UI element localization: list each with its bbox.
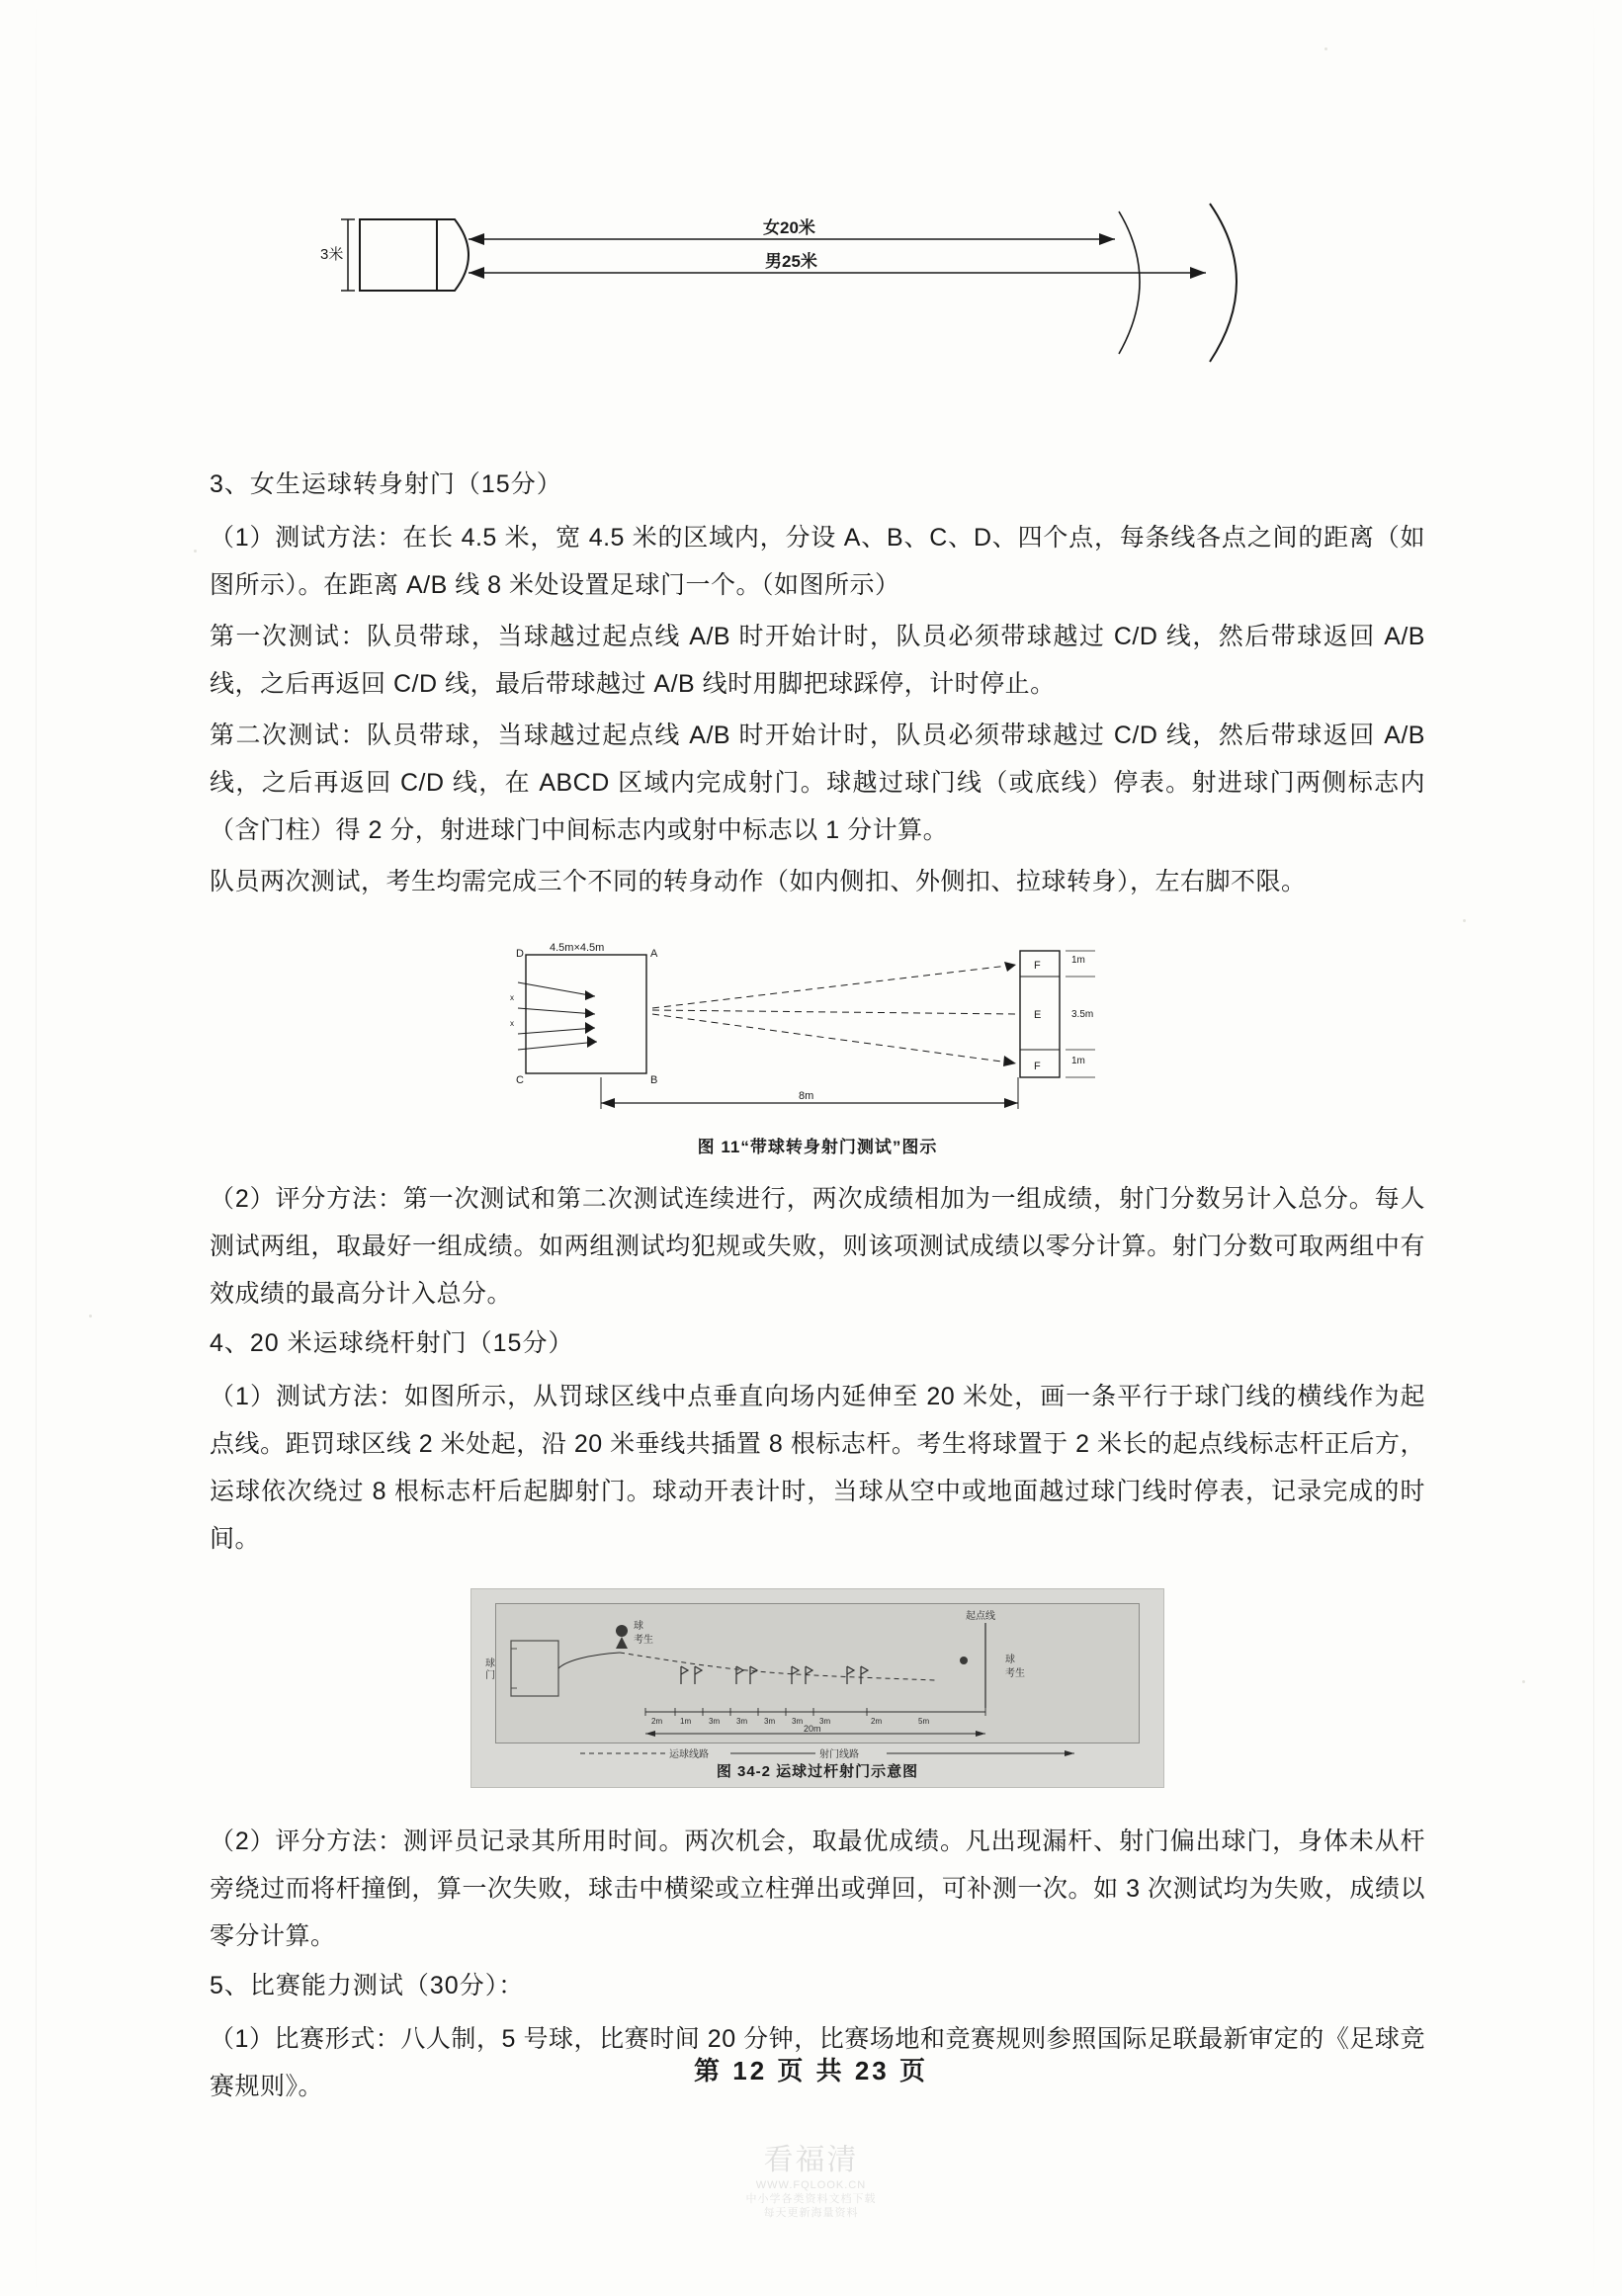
section-5 xyxy=(210,1966,1425,2110)
svg-text:F: F xyxy=(1034,960,1041,972)
section-3-paragraph-2: 第一次测试：队员带球，当球越过起点线 A/B 时开始计时，队员必须带球越过 C/D 线，然后带球返回 A/B 线，之后再返回 C/D 线，最后带球越过 A/B 线时用脚把球踩停，计时停止。 xyxy=(210,623,1425,698)
svg-text:2m: 2m xyxy=(871,1717,883,1726)
svg-text:5m: 5m xyxy=(918,1717,930,1726)
page-left-edge xyxy=(36,0,37,2296)
svg-text:x: x xyxy=(510,1019,514,1028)
svg-text:1m: 1m xyxy=(1071,1056,1085,1066)
svg-text:起点线: 起点线 xyxy=(966,1611,995,1622)
section-4-scoring-paragraph: （2）评分方法：测评员记录其所用时间。两次机会，取最优成绩。凡出现漏杆、射门偏出球门，身体未从杆旁绕过而将杆撞倒，算一次失败，球击中横梁或立柱弹出或弹回，可补测一次。如 3 次测试均为失败，成绩以零分计算。 xyxy=(210,1828,1425,1950)
svg-text:运球线路: 运球线路 xyxy=(669,1749,709,1760)
figure-34-2-dribble-slalom xyxy=(470,1588,1164,1788)
figure-11-caption: 图 11“带球转身射门测试”图示 xyxy=(697,1138,938,1156)
figure-34-2-caption: 图 34-2 运球过杆射门示意图 xyxy=(716,1763,919,1780)
scan-speckle xyxy=(194,550,197,553)
svg-text:20m: 20m xyxy=(804,1724,821,1734)
section-5-heading: 5、比赛能力测试（30分）： xyxy=(210,1972,525,1999)
section-4-paragraph-1: （1）测试方法：如图所示，从罚球区线中点垂直向场内延伸至 20 米处，画一条平行于球门线的横线作为起点线。距罚球区线 2 米处起，沿 20 米垂线共插置 8 根标志杆。考生将球置于 2 米长的起点线标志杆正后方，运球依次绕过 8 根标志杆后起脚射门。球动开表计时，当球从空中或地面越过球门线时停表，记录完成的时间。 xyxy=(210,1383,1425,1553)
svg-text:E: E xyxy=(1034,1009,1042,1021)
scan-speckle xyxy=(1463,919,1466,922)
svg-text:考生: 考生 xyxy=(1005,1668,1025,1679)
svg-text:4.5m×4.5m: 4.5m×4.5m xyxy=(550,942,605,954)
svg-text:球: 球 xyxy=(1005,1655,1015,1665)
svg-text:3m: 3m xyxy=(709,1717,721,1726)
svg-text:3m: 3m xyxy=(792,1717,804,1726)
section-4-scoring xyxy=(210,1818,1425,1960)
svg-text:B: B xyxy=(650,1074,658,1086)
svg-text:射门线路: 射门线路 xyxy=(819,1749,859,1760)
svg-text:1m: 1m xyxy=(680,1717,692,1726)
svg-text:1m: 1m xyxy=(1071,955,1085,966)
svg-text:男25米: 男25米 xyxy=(765,252,817,271)
watermark-title: 看福清 xyxy=(763,2144,859,2176)
watermark-url: WWW.FQLOOK.CN xyxy=(755,2179,867,2191)
section-4-heading: 4、20 米运球绕杆射门（15分） xyxy=(210,1329,574,1357)
scan-speckle xyxy=(89,1315,92,1318)
figure-11-dribble-turn-shot xyxy=(210,939,1425,1127)
section-4 xyxy=(210,1323,1425,1563)
svg-text:球: 球 xyxy=(634,1621,643,1632)
section-3-paragraph-3: 第二次测试：队员带球，当球越过起点线 A/B 时开始计时，队员必须带球越过 C/D 线，然后带球返回 A/B 线，之后再返回 C/D 线，在 ABCD 区域内完成射门。球越过球门线（或底线）停表。射进球门两侧标志内（含门柱）得 2 分，射进球门中间标志内或射中标志以 1 分计算。 xyxy=(210,722,1425,844)
svg-text:D: D xyxy=(516,948,524,960)
page-right-edge xyxy=(1593,0,1594,2296)
svg-text:3m: 3m xyxy=(819,1717,831,1726)
svg-text:3m: 3m xyxy=(764,1717,776,1726)
watermark xyxy=(746,2135,877,2220)
section-3-heading: 3、女生运球转身射门（15分） xyxy=(210,470,562,498)
svg-text:8m: 8m xyxy=(799,1090,814,1102)
section-3-paragraph-4: 队员两次测试，考生均需完成三个不同的转身动作（如内侧扣、外侧扣、拉球转身），左右脚不限。 xyxy=(210,868,1307,895)
section-3-paragraph-1: （1）测试方法：在长 4.5 米，宽 4.5 米的区域内，分设 A、B、C、D、四个点，每条线各点之间的距离（如图所示）。在距离 A/B 线 8 米处设置足球门一个。（如图所示） xyxy=(210,524,1425,599)
svg-text:女20米: 女20米 xyxy=(763,218,815,237)
section-3-scoring-paragraph: （2）评分方法：第一次测试和第二次测试连续进行，两次成绩相加为一组成绩，射门分数另计入总分。每人测试两组，取最好一组成绩。如两组测试均犯规或失败，则该项测试成绩以零分计算。射门分数可取两组中有效成绩的最高分计入总分。 xyxy=(210,1185,1425,1308)
svg-text:2m: 2m xyxy=(651,1717,663,1726)
section-3-scoring xyxy=(210,1175,1425,1318)
page-footer: 第 12 页 共 23 页 xyxy=(694,2056,928,2085)
figure-goal-distance xyxy=(210,198,1425,465)
watermark-subtitle-2: 每天更新海量资料 xyxy=(763,2207,859,2219)
scan-speckle xyxy=(1522,1680,1525,1683)
svg-text:门: 门 xyxy=(485,1670,495,1681)
svg-text:x: x xyxy=(510,993,514,1002)
section-5-paragraph-1: （1）比赛形式：八人制，5 号球，比赛时间 20 分钟，比赛场地和竞赛规则参照国际足联最新审定的《足球竞赛规则》。 xyxy=(210,2025,1425,2100)
svg-text:3.5m: 3.5m xyxy=(1071,1009,1094,1020)
watermark-subtitle-1: 中小学各类资料文档下载 xyxy=(745,2193,877,2205)
svg-text:F: F xyxy=(1034,1061,1041,1072)
svg-text:3米: 3米 xyxy=(320,246,344,263)
svg-text:C: C xyxy=(516,1074,524,1086)
svg-text:球: 球 xyxy=(485,1658,495,1669)
svg-text:3m: 3m xyxy=(736,1717,748,1726)
section-3 xyxy=(210,465,1425,905)
svg-text:考生: 考生 xyxy=(634,1635,653,1646)
document-content xyxy=(210,0,1425,2116)
svg-text:A: A xyxy=(650,948,658,960)
